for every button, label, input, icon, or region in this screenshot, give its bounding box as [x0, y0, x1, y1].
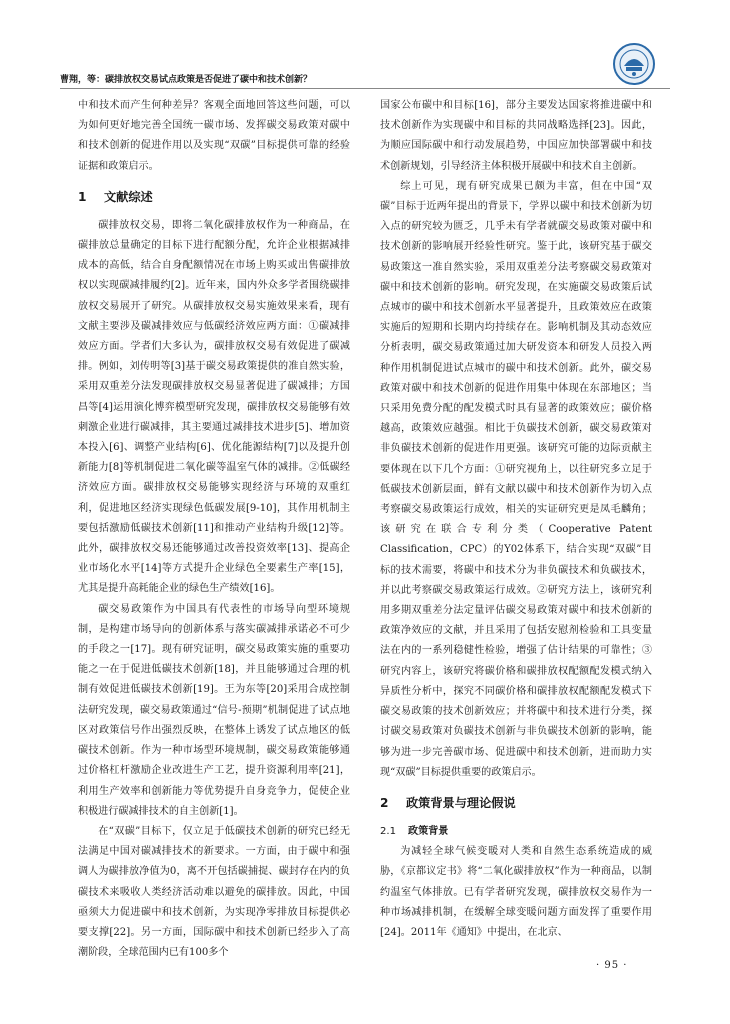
subsection-2-1-title: 政策背景 — [408, 825, 449, 837]
intro-paragraph: 中和技术而产生何种差异？客观全面地回答这些问题，可以为如何更好地完善全国统一碳市场、发挥碳交易政策对碳中和技术创新的促进作用以及实现“双碳”目标提供可靠的经验证据和政策启示。 — [78, 100, 350, 172]
subsection-2-1-heading — [380, 822, 652, 842]
running-title: 曹翔，等：碳排放权交易试点政策是否促进了碳中和技术创新？ — [60, 75, 313, 85]
section-2-number: 2 — [380, 795, 389, 810]
section-2-heading — [380, 793, 652, 813]
journal-seal-icon — [612, 42, 656, 86]
body-paragraph: 碳排放权交易，即将二氧化碳排放权作为一种商品，在碳排放总量确定的目标下进行配额分配，允许企业根据减排成本的高低，结合自身配额情况在市场上购买或出售碳排放权以实现碳减排履约[2]。近年来，国内外众多学者围绕碳排放权交易展开了研究。从碳排放权交易实施效果来看，现有文献主要涉及碳减排效应与低碳经济效应两方面：①碳减排效应方面。学者们大多认为，碳排放权交易有效促进了碳减排。例如，刘传明等[3]基于碳交易政策提供的准自然实验，采用双重差分法发现碳排放权交易显著促进了碳减排；方国昌等[4]运用演化博弈模型研究发现，碳排放权交易能够有效刺激企业进行碳减排，其主要通过减排技术进步[5]、增加资本投入[6]、调整产业结构[6]、优化能源结构[7]以及提升创新能力[8]等机制促进二氧化碳等温室气体的减排。②低碳经济效应方面。碳排放权交易能够实现经济与环境的双重红利，促进地区经济实现绿色低碳发展[9-10]，其作用机制主要包括激励低碳技术创新[11]和推动产业结构升级[12]等。此外，碳排放权交易还能够通过改善投资效率[13]、提高企业市场化水平[14]等方式提升企业绿色全要素生产率[15]，尤其是提升高耗能企业的绿色生产绩效[16]。 — [78, 219, 350, 595]
left-column — [78, 96, 350, 963]
policy-paragraph: 为减轻全球气候变暖对人类和自然生态系统造成的威胁，《京都议定书》将“二氧化碳排放权”作为一种商品，以制约温室气体排放。已有学者研究发现，碳排放权交易作为一种市场减排机制，在缓解全球变暖问题方面发挥了重要作用[24]。2011年《通知》中提出，在北京、 — [380, 846, 652, 938]
section-1-number: 1 — [78, 189, 87, 204]
section-1-title: 文献综述 — [104, 189, 153, 204]
subsection-2-1-number: 2.1 — [380, 825, 397, 837]
continued-paragraph: 国家公布碳中和目标[16]，部分主要发达国家将推进碳中和技术创新作为实现碳中和目标的共同战略选择[23]。因此，为顺应国际碳中和行动发展趋势，中国应加快部署碳中和技术创新规划，引导经济主体积极开展碳中和技术自主创新。 — [380, 100, 652, 172]
body-paragraph: 在“双碳”目标下，仅立足于低碳技术创新的研究已经无法满足中国对碳减排技术的新要求。一方面，由于碳中和强调人为碳排放净值为0，离不开包括碳捕捉、碳封存在内的负碳技术来吸收人类经济活动难以避免的碳排放。因此，中国亟须大力促进碳中和技术创新，为实现净零排放目标提供必要支撑[22]。另一方面，国际碳中和技术创新已经步入了高潮阶段，全球范围内已有100多个 — [78, 825, 350, 959]
section-2-title: 政策背景与理论假说 — [406, 795, 516, 810]
section-1-heading — [78, 187, 350, 207]
running-header — [60, 68, 670, 89]
page-number: · 95 · — [596, 960, 628, 971]
right-column — [380, 96, 652, 943]
summary-paragraph: 综上可见，现有研究成果已颇为丰富，但在中国“双碳”目标于近两年提出的背景下，学界以碳中和技术创新为切入点的研究较为匮乏，几乎未有学者就碳交易政策对碳中和技术创新的影响展开经验性研究。鉴于此，该研究基于碳交易政策这一准自然实验，采用双重差分法考察碳交易政策对碳中和技术创新的影响。研究发现，在实施碳交易政策后试点城市的碳中和技术创新水平显著提升，且政策效应在政策实施后的短期和长期内均持续存在。影响机制及其动态效应分析表明，碳交易政策通过加大研发资本和研发人员投入两种作用机制促进试点城市的碳中和技术创新。此外，碳交易政策对碳中和技术创新的促进作用集中体现在东部地区；当只采用免费分配的配发模式时具有显著的政策效应；碳价格越高，政策效应越强。相比于负碳技术创新，碳交易政策对非负碳技术创新的促进作用更强。该研究可能的边际贡献主要体现在以下几个方面：①研究视角上，以往研究多立足于低碳技术创新层面，鲜有文献以碳中和技术创新作为切入点考察碳交易政策运行成效，相关的实证研究更是凤毛麟角；该研究在联合专利分类（Cooperative Patent Classification，CPC）的Y02体系下，结合实现“双碳”目标的技术需要，将碳中和技术分为非负碳技术和负碳技术，并以此考察碳交易政策运行成效。②研究方法上，该研究利用多期双重差分法定量评估碳交易政策对碳中和技术创新的政策净效应的文献，并且采用了包括安慰剂检验和工具变量法在内的一系列稳健性检验，增强了估计结果的可靠性；③研究内容上，该研究将碳价格和碳排放权配额配发模式纳入异质性分析中，探究不同碳价格和碳排放权配额配发模式下碳交易政策的技术创新效应；并将碳中和技术进行分类，探讨碳交易政策对负碳技术创新与非负碳技术创新的影响，能够为进一步完善碳市场、促进碳中和技术创新，进而助力实现“双碳”目标提供重要的政策启示。 — [380, 180, 652, 778]
body-paragraph: 碳交易政策作为中国具有代表性的市场导向型环境规制，是构建市场导向的创新体系与落实碳减排承诺必不可少的手段之一[17]。现有研究证明，碳交易政策实施的重要功能之一在于促进低碳技术创新[18]，并且能够通过合理的机制有效促进低碳技术创新[19]。王为东等[20]采用合成控制法研究发现，碳交易政策通过“信号-预期”机制促进了试点地区对政策信号作出强烈反映，在整体上诱发了试点地区的低碳技术创新。作为一种市场型环境规制，碳交易政策能够通过价格杠杆激励企业改进生产工艺，提升资源利用率[21]，利用生产效率和创新能力等优势提升自身竞争力，促使企业积极进行碳减排技术的自主创新[1]。 — [78, 603, 350, 817]
